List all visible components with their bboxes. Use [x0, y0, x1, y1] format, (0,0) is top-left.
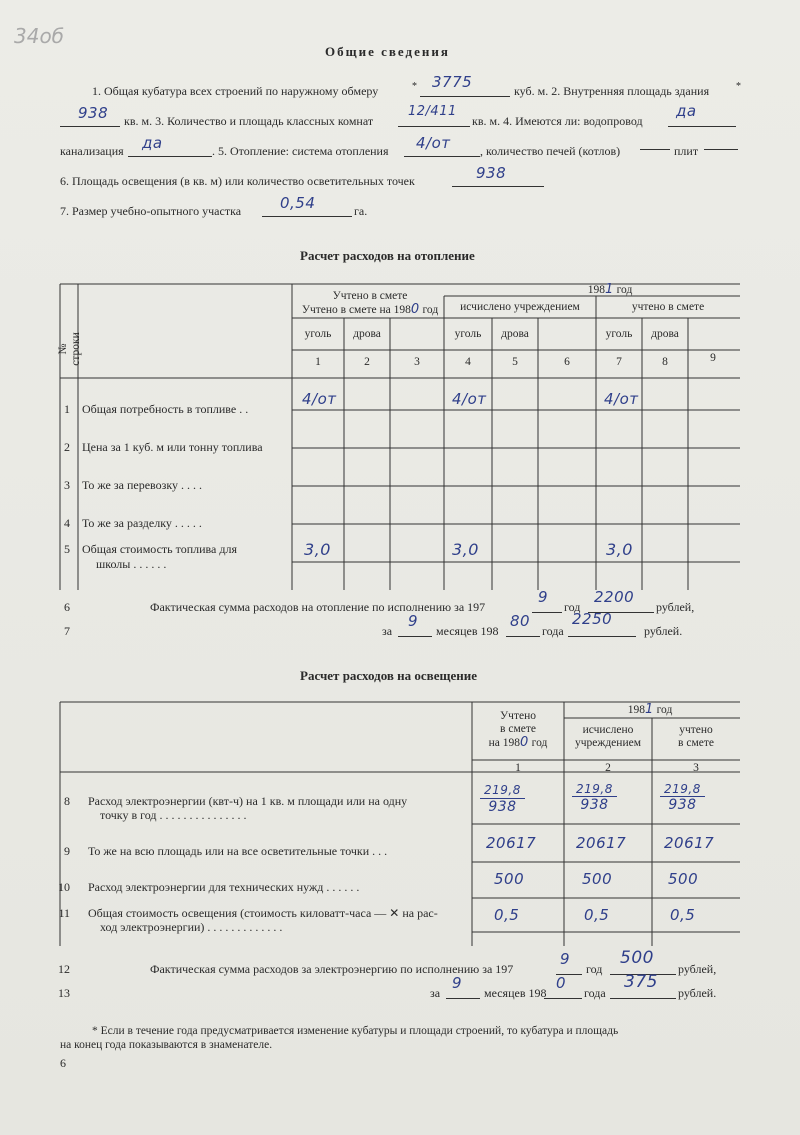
- col-num-1: 1: [315, 356, 321, 368]
- lighting-row-10-label: Расход электроэнергии для технических нужд . . . . . .: [88, 880, 360, 894]
- lighting-row-11-col-2: 0,5: [584, 906, 610, 924]
- col-row-number-header: № строки: [57, 332, 82, 366]
- footnote-star: *: [412, 81, 417, 92]
- lighting-row-10-number: 10: [58, 880, 70, 894]
- lighting-year-hw: 1: [644, 702, 654, 717]
- smeta-l1: Учтено: [500, 710, 536, 722]
- calc-by-institution-header: исчислено учреждением: [460, 301, 580, 313]
- lighting-row-13-rubles: рублей.: [678, 986, 717, 1000]
- lighting-calc-2: учреждением: [575, 737, 641, 749]
- lighting-row-11-col-3: 0,5: [670, 906, 696, 924]
- lighting-row-11-number: 11: [58, 906, 70, 920]
- lighting-actual-amount-1979: 500: [620, 948, 654, 968]
- heating-actual-amount-9m: 2250: [572, 610, 613, 628]
- heating-row-1-col-7: 4/от: [604, 390, 639, 408]
- year-hw: 1: [604, 282, 614, 297]
- heating-row-5-col-1: 3,0: [304, 540, 331, 559]
- col-num-9: 9: [710, 352, 716, 364]
- lighting-row-13-za: за: [430, 986, 441, 1000]
- plot-size-value: 0,54: [280, 194, 316, 212]
- col-num-8: 8: [662, 356, 668, 368]
- general-line-4-text: 6. Площадь освещения (в кв. м) или количество осветительных точек: [60, 174, 415, 188]
- lighting-row-13-goda: года: [584, 986, 606, 1000]
- col-num-6: 6: [564, 356, 570, 368]
- heating-year-header: [560, 283, 660, 297]
- heating-row-7-rubles: рублей.: [644, 624, 683, 638]
- heating-row-5-col-7: 3,0: [606, 540, 633, 559]
- lighting-acc-header: [654, 724, 738, 750]
- lighting-actual-amount-9m: 375: [624, 972, 658, 992]
- general-line-1-text: 1. Общая кубатура всех строений по наружному обмеру: [92, 84, 379, 98]
- smeta-l2: в смете: [500, 723, 536, 735]
- general-line-2-text: кв. м. 3. Количество и площадь классных комнат: [124, 114, 374, 128]
- lighting-row-13-year: 0: [556, 974, 567, 992]
- heating-row-1-col-1: 4/от: [302, 390, 337, 408]
- heating-row-7-number: 7: [64, 624, 70, 638]
- lighting-row-10-col-2: 500: [582, 870, 613, 888]
- lighting-row-12-text: Фактическая сумма расходов за электроэнергию по исполнению за 197: [150, 962, 514, 976]
- lighting-row-8-col-2: 219,8 938: [572, 782, 617, 813]
- heating-row-7-goda: года: [542, 624, 564, 638]
- lighting-row-11-label-2: ход электроэнергии) . . . . . . . . . . . . .: [100, 920, 283, 934]
- lighting-calc-header: [566, 724, 650, 750]
- general-line-5-text: 7. Размер учебно-опытного участка: [60, 204, 242, 218]
- lighting-row-10-col-1: 500: [494, 870, 525, 888]
- col-num-3: 3: [414, 356, 420, 368]
- sewerage-value: да: [142, 134, 163, 152]
- col-num-4: 4: [465, 356, 471, 368]
- lighting-row-8-label-2: точку в год . . . . . . . . . . . . . . .: [100, 808, 247, 822]
- lighting-row-9-col-3: 20617: [664, 834, 715, 852]
- lighting-row-11-label: Общая стоимость освещения (стоимость киловатт-часа — ✕ на рас-: [88, 906, 438, 920]
- lighting-row-12-number: 12: [58, 962, 70, 976]
- smeta-label-1: Учтено в смете: [332, 290, 408, 302]
- heating-row-1-label: Общая потребность в топливе . .: [82, 402, 249, 416]
- heating-row-1-number: 1: [64, 402, 70, 416]
- heating-row-2-number: 2: [64, 440, 70, 454]
- heating-row-5-col-4: 3,0: [452, 540, 479, 559]
- coal-header-3: уголь: [605, 328, 633, 340]
- coal-header-2: уголь: [454, 328, 482, 340]
- heating-row-4-number: 4: [64, 516, 70, 530]
- heating-row-4-label: То же за разделку . . . . .: [82, 516, 202, 530]
- lighting-row-10-col-3: 500: [668, 870, 699, 888]
- lighting-smeta-year-hw: 0: [520, 735, 529, 750]
- col-num-2: 2: [364, 356, 370, 368]
- heating-row-7-year: 80: [510, 612, 531, 630]
- general-line-3-text-d: плит: [674, 144, 699, 158]
- heating-row-5-label: Общая стоимость топлива для: [82, 542, 237, 556]
- heating-row-3-label: То же за перевозку . . . .: [82, 478, 203, 492]
- heating-row-3-number: 3: [64, 478, 70, 492]
- footnote-line-2: на конец года показываются в знаменателе.: [60, 1039, 273, 1051]
- smeta-l3: на 198: [488, 737, 521, 749]
- smeta-year-prefix: Учтено в смете на 198: [301, 304, 411, 316]
- general-line-3-text-b: . 5. Отопление: система отопления: [212, 144, 389, 158]
- general-line-1-text-b: куб. м. 2. Внутренняя площадь здания: [514, 84, 710, 98]
- wood-header-1: дрова: [353, 328, 381, 340]
- lighting-year-suffix: год: [656, 704, 673, 716]
- lighting-smeta-header: [474, 710, 562, 750]
- smeta-l3-god: год: [531, 737, 548, 749]
- col-num-5: 5: [512, 356, 518, 368]
- lighting-col-num-3: 3: [693, 762, 699, 774]
- lighting-calc-1: исчислено: [582, 724, 634, 736]
- inner-area-value: 938: [78, 104, 109, 122]
- water-supply-value: да: [676, 102, 697, 120]
- page-number: 6: [60, 1056, 66, 1070]
- lighting-row-13-months: 9: [452, 974, 463, 992]
- lighting-row-8-col-1: 219,8 938: [480, 782, 525, 815]
- lighting-row-12-year: 9: [560, 950, 571, 968]
- lighting-row-9-col-2: 20617: [576, 834, 627, 852]
- heating-row-5-label-2: школы . . . . . .: [96, 557, 167, 571]
- lighting-year-header: [600, 703, 700, 717]
- general-line-5-text-b: га.: [354, 204, 368, 218]
- lighting-row-11-col-1: 0,5: [494, 906, 520, 924]
- lighting-row-9-col-1: 20617: [486, 834, 537, 852]
- general-line-3-text: канализация: [60, 144, 124, 158]
- lighting-acc-2: в смете: [678, 737, 714, 749]
- footnote-star-2: *: [736, 81, 741, 92]
- lighting-col-num-2: 2: [605, 762, 611, 774]
- lighting-row-12-god: год: [586, 962, 603, 976]
- lighting-col-num-1: 1: [515, 762, 521, 774]
- lighting-row-12-rubles: рублей,: [678, 962, 717, 976]
- heating-row-6-text: Фактическая сумма расходов на отопление по исполнению за 197: [150, 600, 486, 614]
- lighting-row-13-text: месяцев 198: [484, 986, 547, 1000]
- heating-row-6-number: 6: [64, 600, 70, 614]
- classrooms-value: 12/411: [408, 104, 457, 119]
- footnote-line-1: * Если в течение года предусматривается изменение кубатуры и площади строений, то кубатура и площадь: [92, 1025, 619, 1037]
- smeta-year-hw: 0: [410, 302, 420, 317]
- lighting-row-13-number: 13: [58, 986, 70, 1000]
- section-title-heating: Расчет расходов на отопление: [300, 248, 475, 263]
- heating-row-2-label: Цена за 1 куб. м или тонну топлива: [82, 440, 263, 454]
- cubature-value: 3775: [432, 73, 473, 91]
- heating-system-value: 4/от: [416, 134, 451, 152]
- heating-row-5-number: 5: [64, 542, 70, 556]
- wood-header-3: дрова: [651, 328, 679, 340]
- lighting-row-9-label: То же на всю площадь или на все осветительные точки . . .: [88, 844, 388, 858]
- heating-row-7-months: 9: [408, 612, 419, 630]
- wood-header-2: дрова: [501, 328, 529, 340]
- lighting-row-9-number: 9: [64, 844, 70, 858]
- heating-smeta-header: [300, 290, 440, 317]
- heating-row-6-rubles: рублей,: [656, 600, 695, 614]
- lighting-year-prefix: 198: [627, 704, 645, 716]
- col-num-7: 7: [616, 356, 622, 368]
- heating-actual-amount-1979: 2200: [594, 588, 635, 606]
- smeta-year-suffix: год: [422, 304, 439, 316]
- year-suffix: год: [616, 284, 633, 296]
- pencil-archive-mark: 34об: [14, 24, 65, 48]
- lighting-row-8-label: Расход электроэнергии (квт-ч) на 1 кв. м площади или на одну: [88, 794, 408, 808]
- heating-row-7-text: месяцев 198: [436, 624, 499, 638]
- heating-row-7-za: за: [382, 624, 393, 638]
- lighting-row-8-number: 8: [64, 794, 70, 808]
- general-line-2-text-b: кв. м. 4. Имеются ли: водопровод: [472, 114, 643, 128]
- section-title-lighting: Расчет расходов на освещение: [300, 668, 477, 683]
- lighting-acc-1: учтено: [679, 724, 713, 736]
- general-line-3-text-c: , количество печей (котлов): [480, 144, 621, 158]
- coal-header-1: уголь: [304, 328, 332, 340]
- heating-row-6-god: год: [564, 600, 581, 614]
- accounted-in-estimate-header: учтено в смете: [631, 301, 705, 313]
- year-prefix: 198: [587, 284, 605, 296]
- heating-row-1-col-4: 4/от: [452, 390, 487, 408]
- section-title-general: Общие сведения: [325, 44, 450, 59]
- lighting-row-8-col-3: 219,8 938: [660, 782, 705, 813]
- lighting-area-value: 938: [476, 164, 507, 182]
- heating-row-6-year: 9: [538, 588, 549, 606]
